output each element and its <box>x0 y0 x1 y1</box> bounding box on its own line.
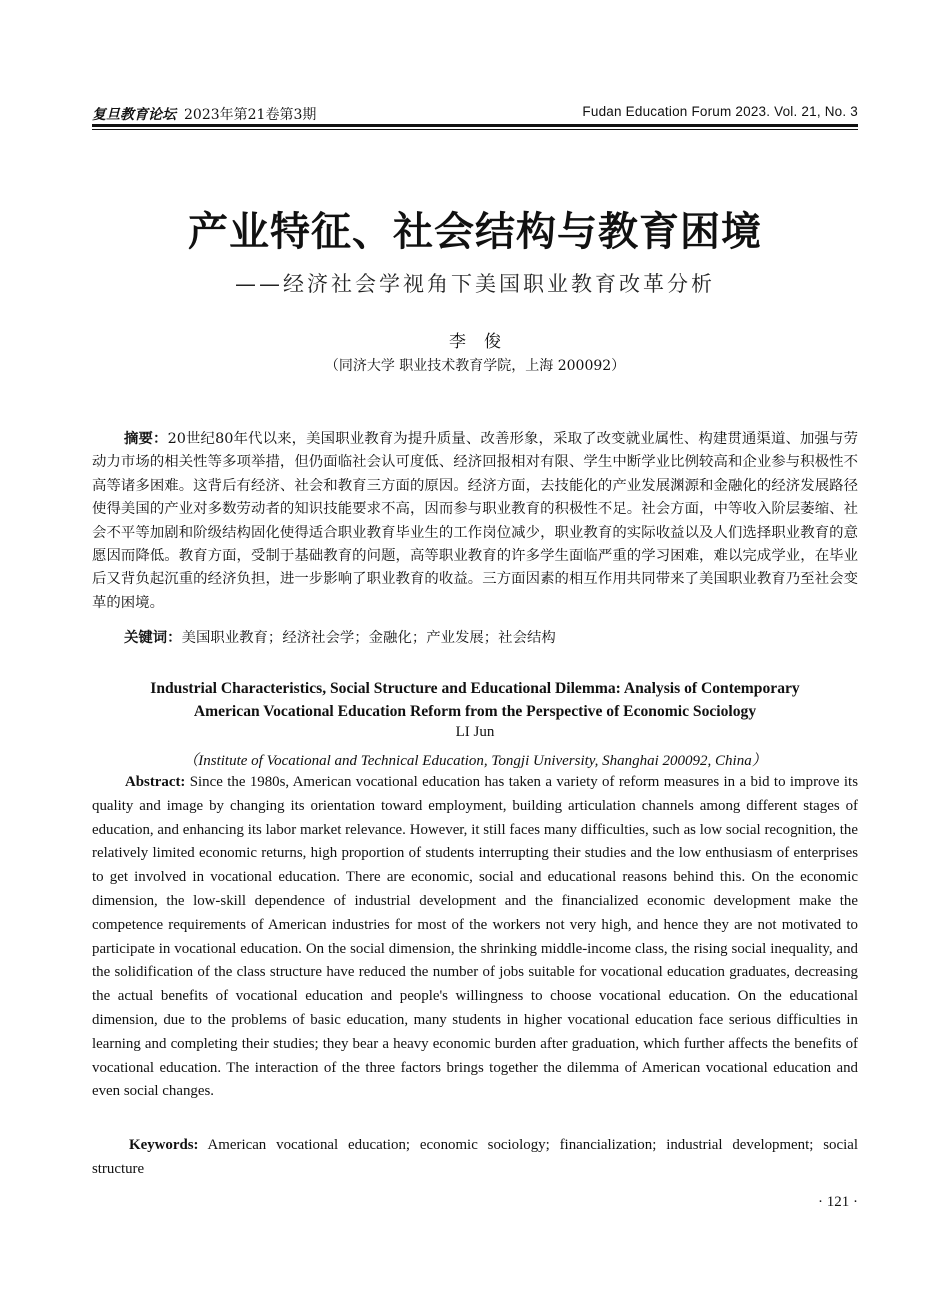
keywords-cn-text: 美国职业教育；经济社会学；金融化；产业发展；社会结构 <box>181 630 556 646</box>
keywords-cn-label: 关键词： <box>124 630 182 646</box>
author-name-cn: 李俊 <box>449 332 519 352</box>
article-title-en-line2: American Vocational Education Reform from the Perspective of Economic Sociology <box>193 703 757 720</box>
abstract-cn-text: 20世纪80年代以来，美国职业教育为提升质量、改善形象，采取了改变就业属性、构建贯通渠道、加强与劳动力市场的相关性等多项举措，但仍面临社会认可度低、经济回报相对有限、学生中断学业比例较高和企业参与积极性不高等诸多困难。这背后有经济、社会和教育三方面的原因。经济方面，去技能化的产业发展渊源和金融化的经济发展路径使得美国的产业对多数劳动者的知识技能要求不高，因而参与职业教育的积极性不足。社会方面，中等收入阶层萎缩、社会不平等加剧和阶级结构固化使得适合职业教育毕业生的工作岗位减少，职业教育的实际收益以及人们选择职业教育的意愿因而降低。教育方面，受制于基础教育的问题，高等职业教育的许多学生面临严重的学习困难，难以完成学业，在毕业后又背负起沉重的经济负担，进一步影响了职业教育的收益。三方面因素的相互作用共同带来了美国职业教育乃至社会变革的困境。 <box>92 431 858 611</box>
abstract-en-text: Since the 1980s, American vocational education has taken a variety of reform measures in a bid to improve its quality and image by changing its orientation toward employment, building articulation channels among different stages of education, and enhancing its labor market relevance. However, it still faces many difficulties, such as low social recognition, the relatively limited economic returns, high proportion of students interrupting their studies and the low enthusiasm of enterprises to get involved in vocational education. There are economic, social and educational reasons behind this. On the economic dimension, the low-skill dependence of industrial development and the financialized economic development make the competence requirements of American industries for most of the workers not very high, and hence they are not motivated to participate in vocational education. On the social dimension, the shrinking middle-income class, the rising social inequality, and the solidification of the class structure have reduced the number of jobs suitable for vocational education graduates, decreasing the actual benefits of vocational education and people's willingness to choose vocational education. On the educational dimension, due to the problems of basic education, many students in higher vocational education face serious difficulties in learning and completing their studies; they bear a heavy economic burden after graduation, which further affects the benefits of vocational education. The interaction of the three factors brings together the dilemma of American vocational education and even social changes. <box>92 774 858 1100</box>
author-name-en: LI Jun <box>455 724 495 740</box>
article-title-en <box>0 677 950 723</box>
article-title-en-line1: Industrial Characteristics, Social Structure and Educational Dilemma: Analysis of Contemporary <box>150 680 800 697</box>
running-header-left <box>92 104 316 124</box>
keywords-cn <box>124 626 556 647</box>
keywords-en-text: American vocational education; economic sociology; financialization; industrial development; social structure <box>92 1137 858 1177</box>
running-header-right: Fudan Education Forum 2023. Vol. 21, No. 3 <box>582 104 858 119</box>
header-rule-thin <box>92 129 858 130</box>
header-rule-thick <box>92 124 858 127</box>
page-number: · 121 · <box>818 1194 858 1210</box>
abstract-cn <box>92 428 858 615</box>
article-subtitle: ——经济社会学视角下美国职业教育改革分析 <box>235 272 715 296</box>
journal-name-cn: 复旦教育论坛 <box>92 107 176 123</box>
author-affiliation-cn: （同济大学 职业技术教育学院，上海 200092） <box>324 358 626 374</box>
issue-info-cn: 2023年第21卷第3期 <box>184 107 317 123</box>
article-title: 产业特征、社会结构与教育困境 <box>188 209 762 255</box>
abstract-en <box>92 771 858 1104</box>
keywords-en-label: Keywords: <box>129 1137 199 1153</box>
author-affiliation-en: （Institute of Vocational and Technical Education, Tongji University, Shanghai 200092, China） <box>183 753 767 769</box>
abstract-en-label: Abstract: <box>125 774 186 790</box>
keywords-en <box>92 1133 858 1181</box>
abstract-cn-label: 摘要： <box>124 431 168 447</box>
